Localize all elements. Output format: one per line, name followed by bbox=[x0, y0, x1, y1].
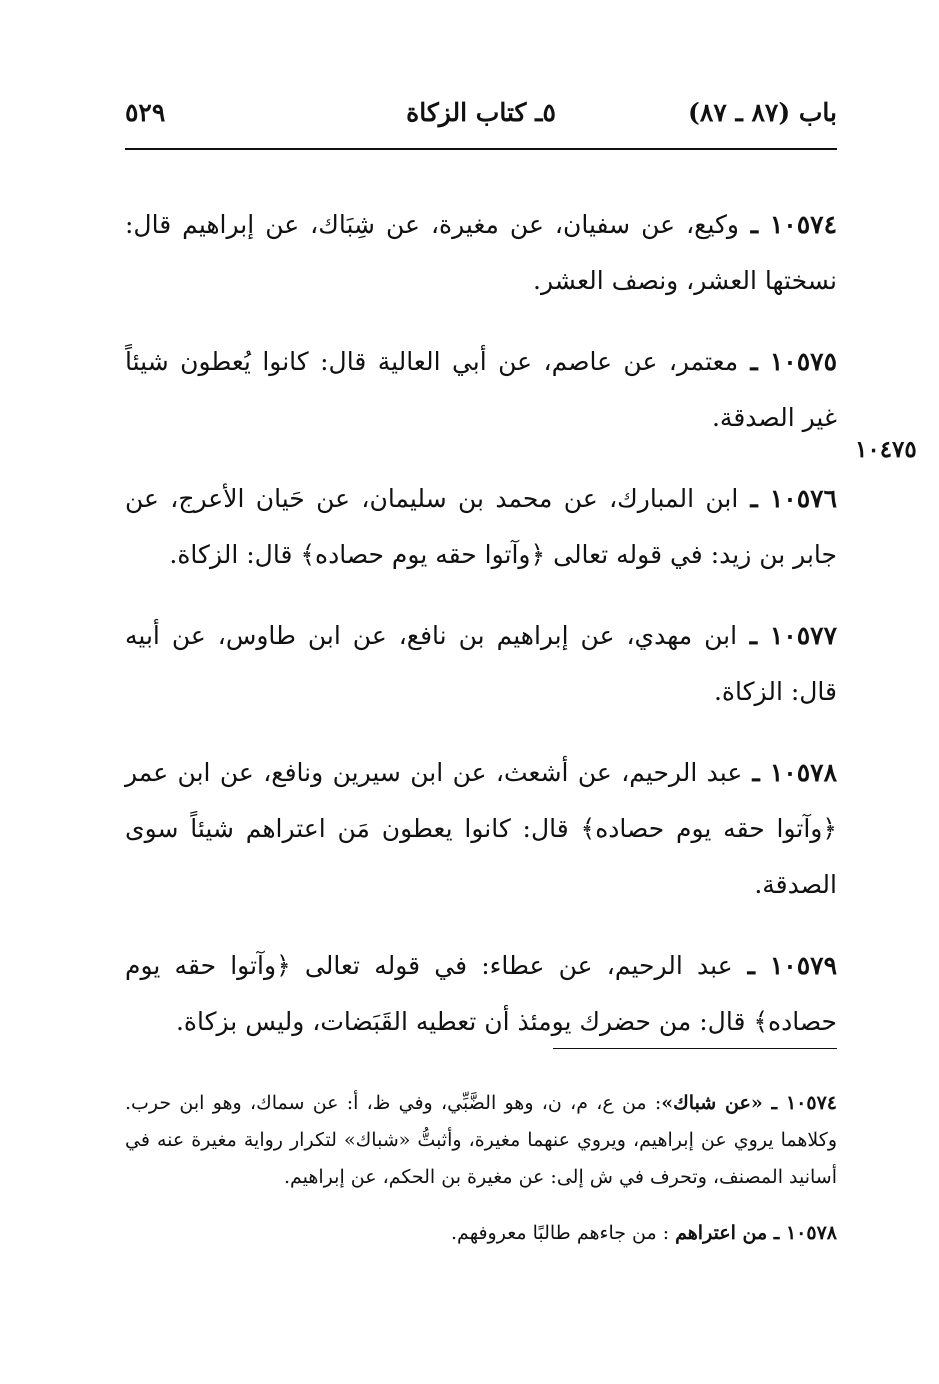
hadith-entry: ١٠٥٧٥ ـ معتمر، عن عاصم، عن أبي العالية قال: كانوا يُعطون شيئاً غير الصدقة. bbox=[125, 347, 837, 432]
page-header bbox=[125, 98, 837, 144]
hadith-text: عبد الرحيم، عن أشعث، عن ابن سيرين ونافع، عن ابن عمر ﴿وآتوا حقه يوم حصاده﴾ قال: كانوا يعطون مَن اعتراهم شيئاً سوى الصدقة. bbox=[125, 758, 837, 899]
hadith-text: وكيع، عن سفيان، عن مغيرة، عن شِبَاك، عن إبراهيم قال: نسختها العشر، ونصف العشر. bbox=[125, 210, 837, 295]
margin-number: ١٠٤٧٥ bbox=[855, 436, 917, 463]
footnote-text: : من جاءهم طالبًا معروفهم. bbox=[451, 1222, 676, 1244]
footnote: ١٠٥٧٤ ـ «عن شباك»: من ع، م، ن، وهو الضَّبِّي، وفي ظ، أ: عن سماك، وهو ابن حرب. وكلاهما يروي عن إبراهيم، ويروي عنهما مغيرة، وأثبتُّ «شباك» لتكرار رواية مغيرة عنه في أسانيد المصنف، وتحرف في ش إلى: عن مغيرة بن الحكم، عن إبراهيم. bbox=[125, 1092, 837, 1188]
hadith-entry: ١٠٥٧٦ ـ ابن المبارك، عن محمد بن سليمان، عن حَيان الأعرج، عن جابر بن زيد: في قوله تعالى ﴿وآتوا حقه يوم حصاده﴾ قال: الزكاة. bbox=[125, 484, 837, 569]
hadith-text: ابن مهدي، عن إبراهيم بن نافع، عن ابن طاوس، عن أبيه قال: الزكاة. bbox=[125, 621, 837, 706]
footnote-keyword: من اعتراهم bbox=[675, 1222, 768, 1244]
hadith-number: ١٠٥٧٧ bbox=[769, 621, 838, 650]
footnote-number: ١٠٥٧٤ bbox=[785, 1092, 837, 1114]
chapter-heading: باب (٨٧ ـ ٨٧) bbox=[688, 98, 837, 127]
hadith-text: معتمر، عن عاصم، عن أبي العالية قال: كانوا يُعطون شيئاً غير الصدقة. bbox=[125, 347, 837, 432]
hadith-number: ١٠٥٧٦ bbox=[769, 484, 837, 513]
hadith-number: ١٠٥٧٤ bbox=[769, 210, 838, 239]
footnote: ١٠٥٧٨ ـ من اعتراهم : من جاءهم طالبًا معروفهم. bbox=[451, 1222, 837, 1244]
footnote-rule bbox=[553, 1048, 837, 1049]
hadith-text: عبد الرحيم، عن عطاء: في قوله تعالى ﴿وآتوا حقه يوم حصاده﴾ قال: من حضرك يومئذ أن تعطيه القَبَضات، وليس بزكاة. bbox=[125, 951, 837, 1036]
book-title: ٥ـ كتاب الزكاة bbox=[406, 98, 556, 127]
hadith-text: ابن المبارك، عن محمد بن سليمان، عن حَيان الأعرج، عن جابر بن زيد: في قوله تعالى ﴿وآتوا حقه يوم حصاده﴾ قال: الزكاة. bbox=[125, 484, 837, 569]
hadith-entry: ١٠٥٧٨ ـ عبد الرحيم، عن أشعث، عن ابن سيرين ونافع، عن ابن عمر ﴿وآتوا حقه يوم حصاده﴾ قال: كانوا يعطون مَن اعتراهم شيئاً سوى الصدقة. bbox=[125, 758, 838, 899]
hadith-entry: ١٠٥٧٩ ـ عبد الرحيم، عن عطاء: في قوله تعالى ﴿وآتوا حقه يوم حصاده﴾ قال: من حضرك يومئذ أن تعطيه القَبَضات، وليس بزكاة. bbox=[125, 951, 837, 1036]
hadith-entry: ١٠٥٧٧ ـ ابن مهدي، عن إبراهيم بن نافع، عن ابن طاوس، عن أبيه قال: الزكاة. bbox=[125, 621, 838, 706]
footnote-keyword: «عن شباك» bbox=[661, 1092, 763, 1114]
page-number: ٥٢٩ bbox=[125, 98, 166, 127]
footnote-number: ١٠٥٧٨ bbox=[785, 1222, 837, 1244]
footnotes bbox=[125, 1066, 837, 1260]
hadith-number: ١٠٥٧٨ bbox=[769, 758, 838, 787]
hadith-number: ١٠٥٧٩ bbox=[769, 951, 837, 980]
hadith-list bbox=[125, 172, 837, 1057]
footnote-text: : من ع، م، ن، وهو الضَّبِّي، وفي ظ، أ: عن سماك، وهو ابن حرب. وكلاهما يروي عن إبراهيم، ويروي عنهما مغيرة، وأثبتُّ «شباك» لتكرار رواية مغيرة عنه في أسانيد المصنف، وتحرف في ش إلى: عن مغيرة بن الحكم، عن إبراهيم. bbox=[125, 1092, 837, 1188]
hadith-entry: ١٠٥٧٤ ـ وكيع، عن سفيان، عن مغيرة، عن شِبَاك، عن إبراهيم قال: نسختها العشر، ونصف العشر. bbox=[125, 210, 838, 295]
header-rule bbox=[125, 148, 837, 150]
hadith-number: ١٠٥٧٥ bbox=[769, 347, 837, 376]
